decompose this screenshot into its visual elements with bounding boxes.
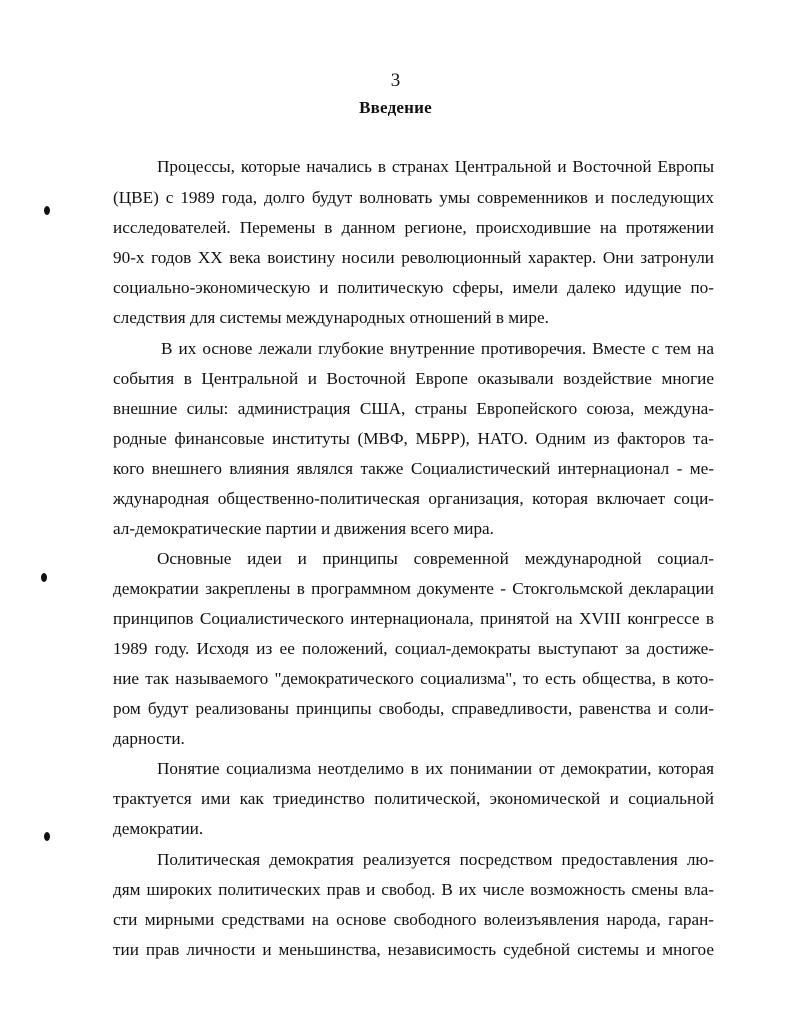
text-line: исследователей. Перемены в данном регионе, происходившие на протяжении — [113, 218, 714, 237]
page-number: 3 — [390, 70, 401, 91]
section-title: Введение — [359, 98, 432, 117]
text-line: сти мирными средствами на основе свободного волеизъявления народа, гаран- — [113, 910, 714, 929]
text-line: тии прав личности и меньшинства, независимость судебной системы и многое — [113, 940, 714, 959]
text-line: дарности. — [113, 729, 185, 748]
text-line: В их основе лежали глубокие внутренние противоречия. Вместе с тем на — [161, 339, 714, 358]
text-line: трактуется ими как триединство политической, экономической и социальной — [113, 789, 714, 808]
text-line: демократии. — [113, 819, 204, 838]
text-line: кого внешнего влияния являлся также Социалистический интернационал - ме- — [113, 459, 714, 478]
text-line: 90-х годов XX века воистину носили революционный характер. Они затронули — [113, 248, 714, 267]
text-line: принципов Социалистического интернационала, принятой на XVIII конгрессе в — [113, 609, 714, 628]
text-line: социально-экономическую и политическую сферы, имели далеко идущие по- — [113, 278, 714, 297]
text-line: Основные идеи и принципы современной международной социал- — [157, 549, 714, 568]
text-line: Политическая демократия реализуется посредством предоставления лю- — [157, 850, 714, 869]
scan-dot — [44, 206, 50, 215]
text-line: ал-демократические партии и движения всего мира. — [113, 519, 494, 538]
text-line: следствия для системы международных отношений в мире. — [113, 308, 549, 327]
text-line: демократии закреплены в программном документе - Стокгольмской декларации — [113, 579, 714, 598]
scan-dot — [41, 573, 47, 582]
text-line: дям широких политических прав и свобод. В их числе возможность смены вла- — [113, 880, 714, 899]
scan-dot — [44, 832, 50, 841]
text-line: ром будут реализованы принципы свободы, справедливости, равенства и соли- — [113, 699, 714, 718]
text-line: ние так называемого "демократического социализма", то есть общества, в кото- — [113, 669, 714, 688]
text-line: (ЦВЕ) с 1989 года, долго будут волновать умы современников и последующих — [113, 188, 714, 207]
text-line: события в Центральной и Восточной Европе оказывали воздействие многие — [113, 369, 714, 388]
text-line: внешние силы: администрация США, страны Европейского союза, междуна- — [113, 399, 714, 418]
text-line: Процессы, которые начались в странах Центральной и Восточной Европы — [157, 157, 714, 176]
text-line: ждународная общественно-политическая организация, которая включает соци- — [113, 489, 714, 508]
text-line: Понятие социализма неотделимо в их понимании от демократии, которая — [157, 759, 714, 778]
text-line: родные финансовые институты (МВФ, МБРР), НАТО. Одним из факторов та- — [113, 429, 714, 448]
text-line: 1989 году. Исходя из ее положений, социал-демократы выступают за достиже- — [113, 639, 714, 658]
